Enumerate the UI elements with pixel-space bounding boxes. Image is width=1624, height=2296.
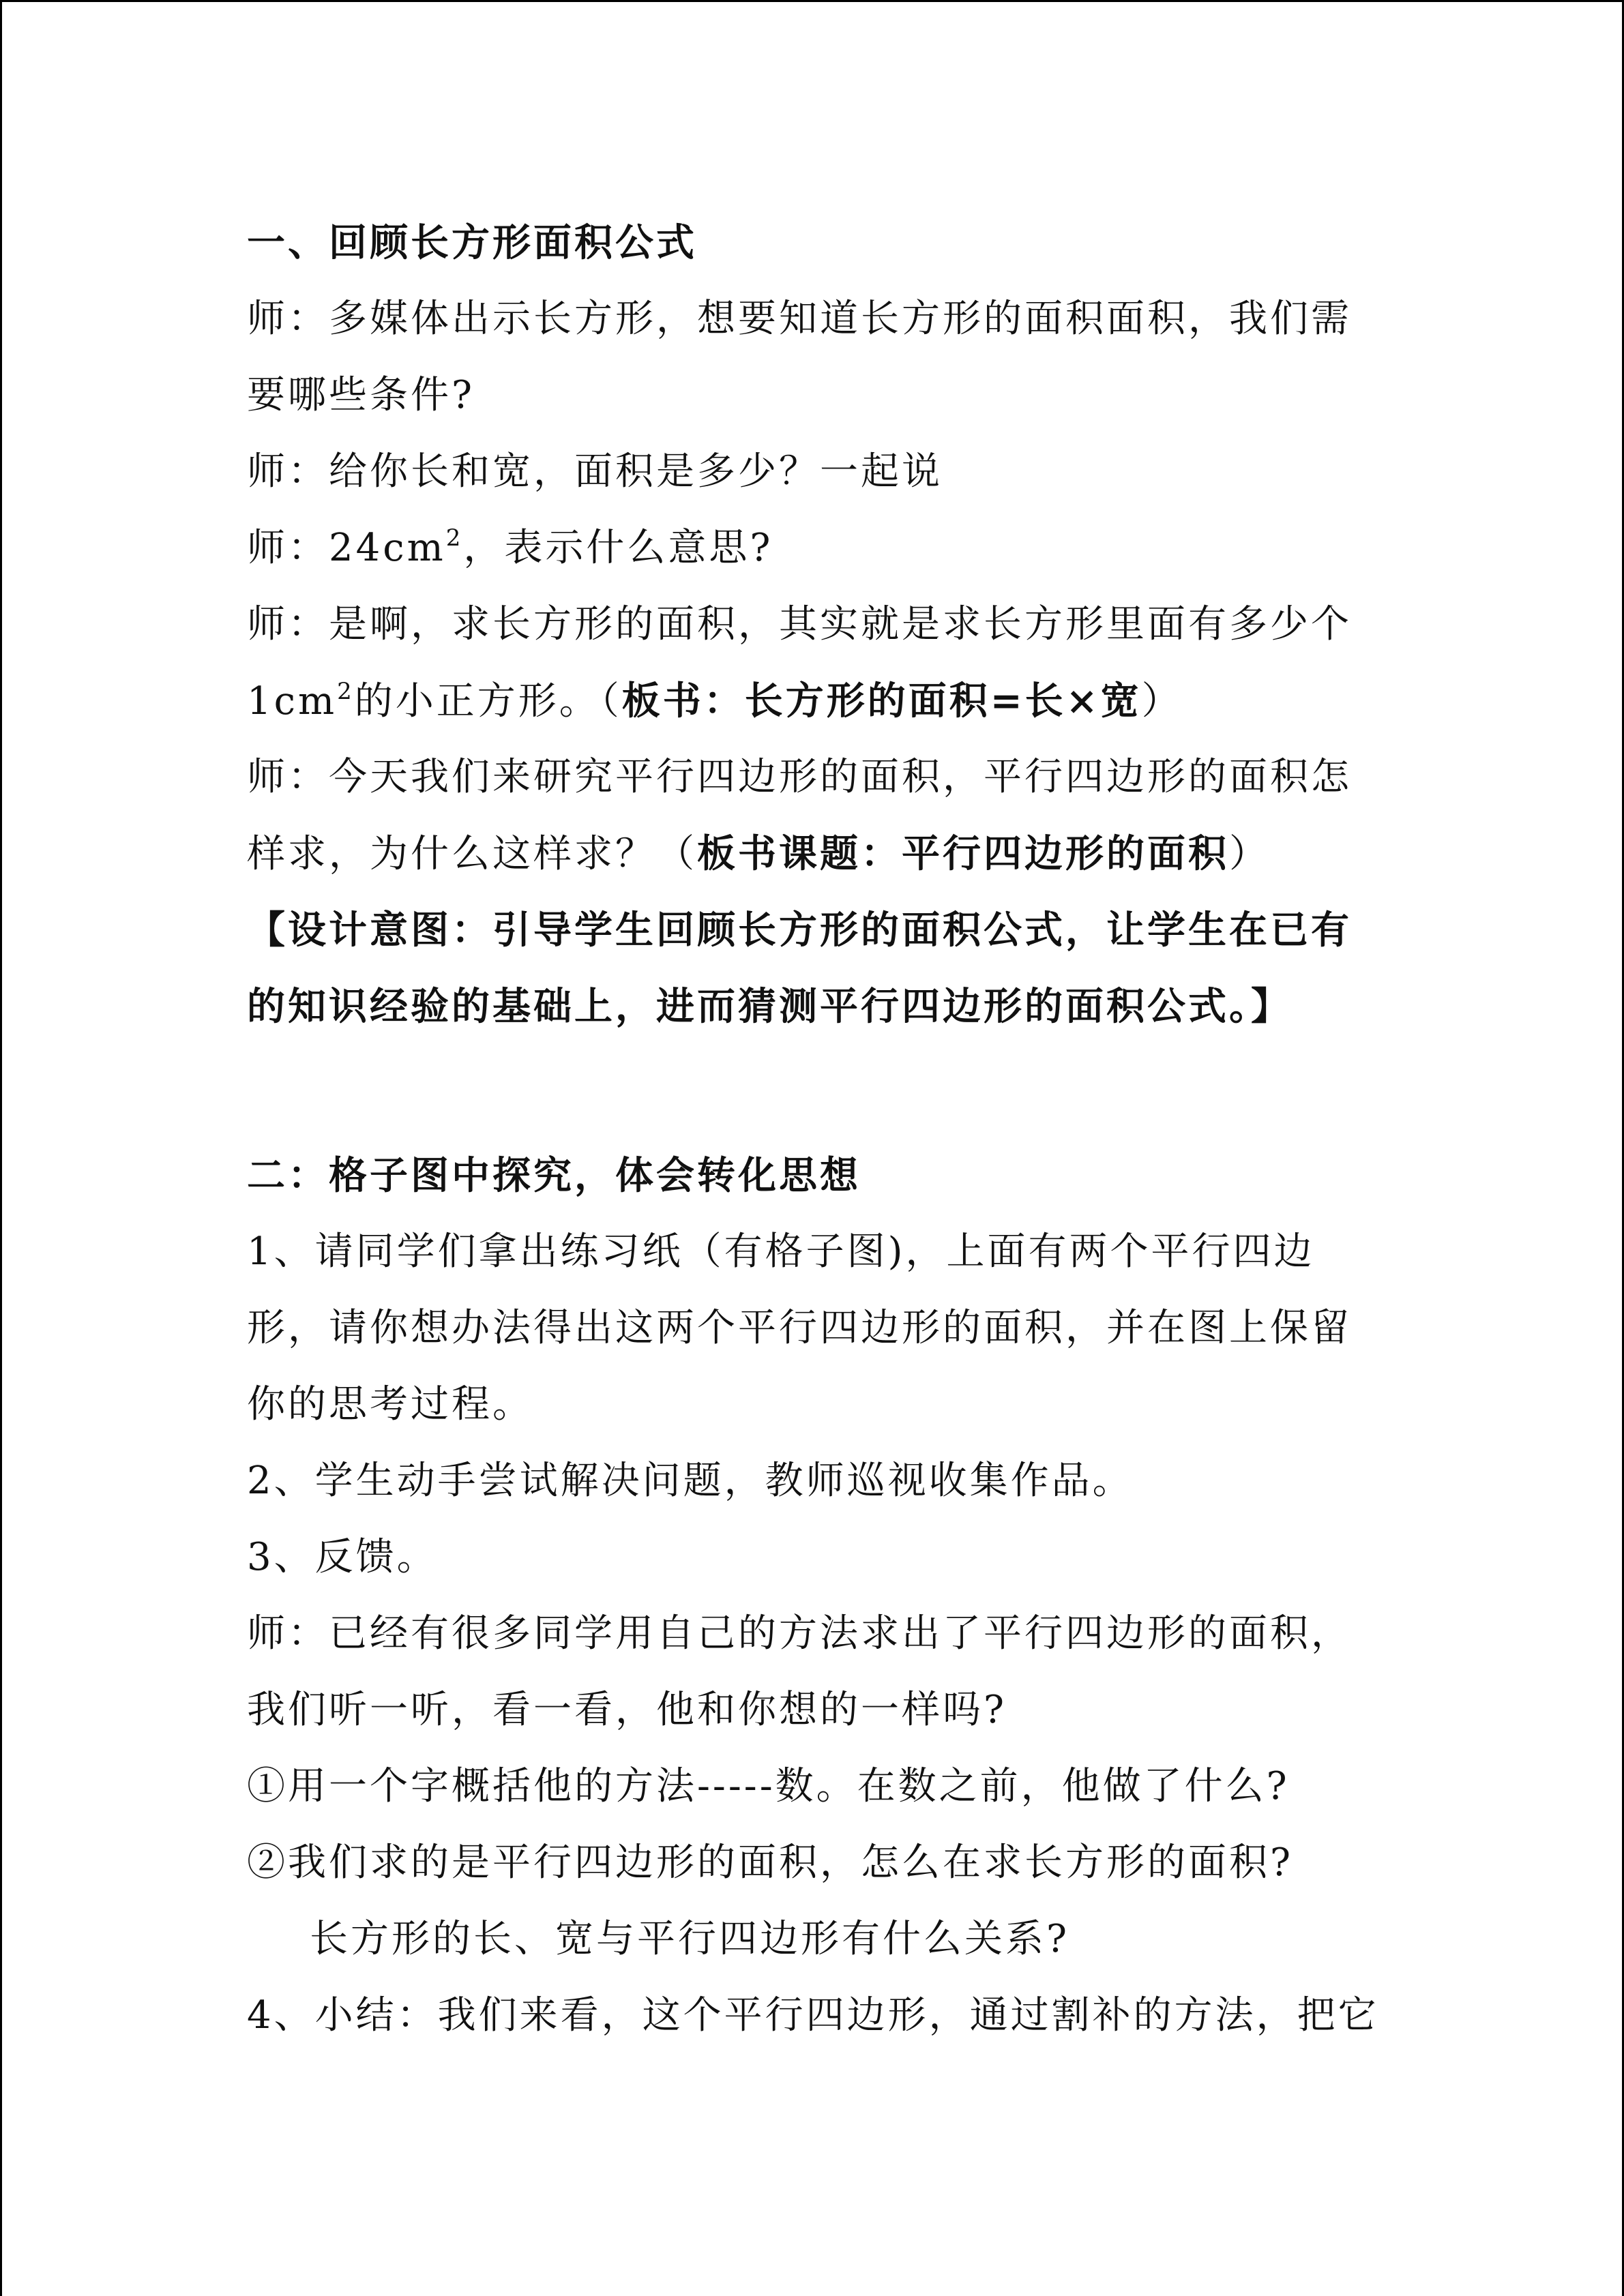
section1-line6-a: 1cm: [247, 679, 338, 724]
section1-line5: 师：是啊，求长方形的面积，其实就是求长方形里面有多少个: [247, 602, 1352, 646]
section1-line4-b: ，表示什么意思?: [463, 526, 773, 570]
section1-line4: [247, 510, 773, 586]
section2-line9: ②我们求的是平行四边形的面积，怎么在求长方形的面积?: [247, 1840, 1294, 1885]
section1-line6-b: 的小正方形。（: [354, 679, 622, 724]
section1-line3: 师：给你长和宽，面积是多少？一起说: [247, 449, 943, 494]
section1-line8: [247, 816, 1270, 892]
section1-line6-c: ）: [1141, 679, 1183, 724]
page-border-top: [0, 0, 1624, 2]
section1-line4-a: 师：24cm: [247, 526, 446, 570]
section1-heading: 一、回顾长方形面积公式: [247, 220, 697, 265]
section1-line7: 师：今天我们来研究平行四边形的面积，平行四边形的面积怎: [247, 755, 1352, 799]
design-intent-line1: 【设计意图：引导学生回顾长方形的面积公式，让学生在已有: [247, 908, 1352, 953]
blackboard-formula: 板书：长方形的面积=长×宽: [621, 679, 1142, 724]
section2-line7: 我们听一听，看一看，他和你想的一样吗?: [247, 1688, 1007, 1732]
section2-line4: 2、学生动手尝试解决问题，教师巡视收集作品。: [247, 1459, 1134, 1503]
section2-heading: 二：格子图中探究，体会转化思想: [247, 1153, 861, 1198]
blackboard-lesson-title: 板书课题：平行四边形的面积: [697, 831, 1229, 876]
section1-line1: 师：多媒体出示长方形，想要知道长方形的面积面积，我们需: [247, 297, 1352, 341]
section2-line2: 形，请你想办法得出这两个平行四边形的面积，并在图上保留: [247, 1306, 1352, 1350]
section2-line1: 1、请同学们拿出练习纸（有格子图)，上面有两个平行四边: [247, 1229, 1315, 1274]
section1-line8-c: ）: [1229, 832, 1270, 876]
design-intent-line2: 的知识经验的基础上，进而猜测平行四边形的面积公式。】: [247, 984, 1292, 1029]
section1-line8-a: 样求，为什么这样求？（: [247, 832, 697, 876]
section2-line6: 师：已经有很多同学用自己的方法求出了平行四边形的面积，: [247, 1611, 1352, 1656]
section2-line8: ①用一个字概括他的方法-----数。在数之前，他做了什么?: [247, 1764, 1290, 1808]
section2-line10: 长方形的长、宽与平行四边形有什么关系?: [310, 1917, 1070, 1961]
section1-line4-superscript: 2: [445, 524, 464, 552]
section1-line6-superscript: 2: [337, 678, 355, 705]
section2-line5: 3、反馈。: [247, 1535, 438, 1579]
section2-line3: 你的思考过程。: [247, 1382, 533, 1427]
section1-line6: [247, 663, 1183, 739]
page-border-left: [0, 0, 2, 2296]
section2-line11: 4、小结：我们来看，这个平行四边形，通过割补的方法，把它: [247, 1993, 1379, 2038]
section1-line2: 要哪些条件?: [247, 373, 475, 417]
